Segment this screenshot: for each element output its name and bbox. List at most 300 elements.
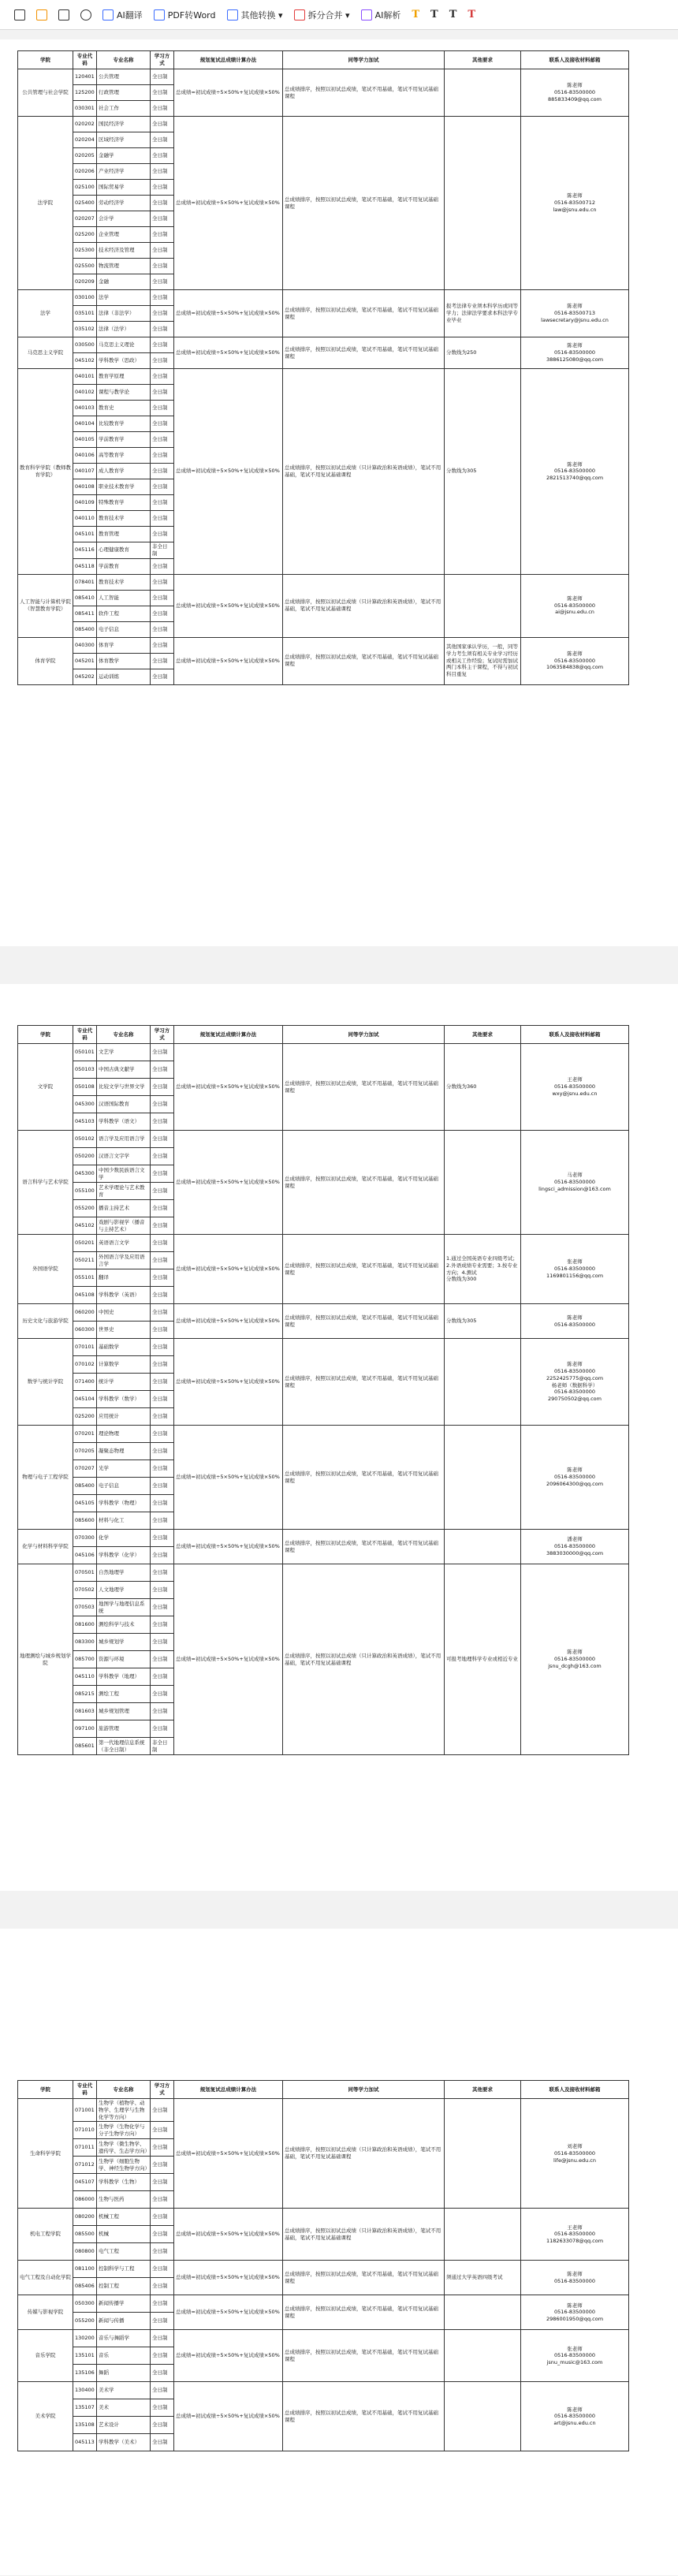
major-code: 025500	[73, 259, 97, 274]
major-code: 078401	[73, 574, 97, 590]
major-code: 085406	[73, 2278, 97, 2295]
major-code: 045118	[73, 558, 97, 574]
document-page	[0, 1929, 678, 2575]
study-mode: 全日制	[151, 1165, 174, 1183]
major-name: 心理健康教育	[97, 542, 151, 559]
major-code: 045300	[73, 1165, 97, 1183]
major-code: 045106	[73, 1547, 97, 1564]
major-name: 外国语言学及应用语言学	[97, 1252, 151, 1269]
major-name: 旅游管理	[97, 1720, 151, 1738]
major-name: 特殊教育学	[97, 495, 151, 511]
major-code: 080200	[73, 2209, 97, 2226]
college-name: 外国语学院	[18, 1235, 73, 1304]
other-requirements	[445, 1530, 521, 1564]
column-header: 学习方式	[151, 2081, 174, 2099]
major-name: 光学	[97, 1460, 151, 1478]
other-requirements	[445, 1426, 521, 1530]
table-row	[18, 69, 629, 85]
column-header: 其他要求	[445, 51, 521, 69]
study-mode: 全日制	[151, 637, 174, 653]
study-mode: 全日制	[151, 1582, 174, 1599]
major-code: 045108	[73, 1287, 97, 1304]
major-code: 045105	[73, 1495, 97, 1512]
study-mode: 全日制	[151, 574, 174, 590]
major-name: 学前教育学	[97, 432, 151, 448]
column-header: 同等学力加试	[283, 1026, 445, 1044]
contact-info: 王老师 0516-83500000 wxy@jsnu.edu.cn	[521, 1044, 629, 1131]
other-requirements: 分数线为305	[445, 1304, 521, 1339]
study-mode: 全日制	[151, 1252, 174, 1269]
highlighter-icon	[36, 9, 47, 21]
major-code: 045110	[73, 1668, 97, 1686]
table-row	[18, 2295, 629, 2313]
major-code: 045202	[73, 669, 97, 684]
column-header: 规划复试总成绩计算办法	[174, 1026, 283, 1044]
column-header: 联系人及接收材料邮箱	[521, 51, 629, 69]
major-code: 045113	[73, 2434, 97, 2451]
college-name: 体育学院	[18, 637, 73, 684]
major-code: 086000	[73, 2191, 97, 2209]
major-code: 070102	[73, 1356, 97, 1374]
major-name: 美术学	[97, 2382, 151, 2399]
study-mode: 全日制	[151, 1460, 174, 1478]
major-name: 机械工程	[97, 2209, 151, 2226]
score-formula: 总成绩=初试成绩÷5×50%+复试成绩×50%	[174, 2295, 283, 2330]
major-code: 030100	[73, 290, 97, 306]
major-name: 教育管理	[97, 527, 151, 542]
column-header: 专业代码	[73, 1026, 97, 1044]
major-name: 生物学（植物学、动物学、生理学与生物化学等方向）	[97, 2099, 151, 2122]
major-name: 第一代地理信息系统（非全日制）	[97, 1738, 151, 1755]
study-mode: 全日制	[151, 401, 174, 416]
major-code: 070205	[73, 1443, 97, 1460]
ai-icon	[361, 9, 372, 21]
major-name: 教育学原理	[97, 369, 151, 385]
study-mode: 全日制	[151, 2191, 174, 2209]
other-requirements: 报考法律专业须本科学历或同等学力；法律法学要求本科法学专业毕业	[445, 290, 521, 337]
ai-analyze[interactable]	[361, 9, 401, 21]
major-name: 法律（法学）	[97, 322, 151, 337]
study-mode: 全日制	[151, 164, 174, 180]
major-code: 020205	[73, 148, 97, 164]
other-requirements	[445, 2099, 521, 2209]
major-name: 艺术设计	[97, 2417, 151, 2434]
study-mode: 全日制	[151, 1061, 174, 1079]
comment-icon	[80, 9, 91, 21]
table-row	[18, 1044, 629, 1061]
major-name: 物流管理	[97, 259, 151, 274]
study-mode: 全日制	[151, 606, 174, 621]
study-mode: 全日制	[151, 1530, 174, 1547]
major-name: 控制科学与工程	[97, 2261, 151, 2278]
study-mode: 全日制	[151, 132, 174, 148]
major-name: 运动训练	[97, 669, 151, 684]
score-formula: 总成绩=初试成绩÷5×50%+复试成绩×50%	[174, 337, 283, 369]
major-code: 020202	[73, 117, 97, 132]
study-mode: 全日制	[151, 2099, 174, 2122]
table-row	[18, 1426, 629, 1443]
table-row	[18, 2330, 629, 2347]
major-name: 学前教育	[97, 558, 151, 574]
major-code: 080800	[73, 2243, 97, 2261]
college-name: 历史文化与旅游学院	[18, 1304, 73, 1339]
major-code: 060300	[73, 1322, 97, 1339]
major-name: 教育技术学	[97, 574, 151, 590]
major-code: 050103	[73, 1061, 97, 1079]
score-formula: 总成绩=初试成绩÷5×50%+复试成绩×50%	[174, 69, 283, 117]
table-row	[18, 1564, 629, 1582]
pdf-toolbar	[0, 0, 678, 30]
study-mode: 全日制	[151, 558, 174, 574]
study-mode: 全日制	[151, 448, 174, 464]
major-name: 学科教学（美术）	[97, 2434, 151, 2451]
study-mode: 全日制	[151, 1686, 174, 1703]
pdf-to-word-label: PDF转Word	[167, 9, 216, 21]
major-code: 120401	[73, 69, 97, 85]
major-code: 040103	[73, 401, 97, 416]
major-code: 060200	[73, 1304, 97, 1322]
split-merge-label: 拆分合并 ▾	[307, 9, 350, 21]
table-row	[18, 2209, 629, 2226]
other-requirements: 可报考地理科学专业或相近专业	[445, 1564, 521, 1755]
study-mode: 全日制	[151, 1512, 174, 1530]
study-mode: 全日制	[151, 227, 174, 243]
major-code: 085411	[73, 606, 97, 621]
major-code: 040106	[73, 448, 97, 464]
major-code: 040104	[73, 416, 97, 432]
table-row	[18, 1235, 629, 1252]
major-name: 社会工作	[97, 101, 151, 117]
equivalent-exam: 总成绩排序，按照以初试总成绩，笔试不用基础，笔试不用复试基础课程	[283, 1426, 445, 1530]
study-mode: 全日制	[151, 1703, 174, 1720]
college-name: 教育科学学院（教师教育学院）	[18, 369, 73, 575]
major-name: 学科教学（化学）	[97, 1547, 151, 1564]
major-code: 130400	[73, 2382, 97, 2399]
major-name: 电气工程	[97, 2243, 151, 2261]
major-name: 汉语言文字学	[97, 1148, 151, 1165]
score-formula: 总成绩=初试成绩÷5×50%+复试成绩×50%	[174, 637, 283, 684]
college-name: 文学院	[18, 1044, 73, 1131]
major-code: 085410	[73, 590, 97, 606]
other-requirements: 其他国家承认学历，一般，同等学力考生须有相关专业学习经历或相关工作经验；复试时需加试两门本科主干课程，不得与初试科目重复	[445, 637, 521, 684]
major-code: 045103	[73, 1113, 97, 1131]
admission-table	[17, 1025, 629, 1755]
study-mode: 全日制	[151, 1356, 174, 1374]
major-code: 025100	[73, 180, 97, 196]
major-code: 035101	[73, 306, 97, 322]
major-code: 040300	[73, 637, 97, 653]
note-tool[interactable]	[58, 9, 69, 21]
other-requirements: 分数线为250	[445, 337, 521, 369]
major-name: 职业技术教育学	[97, 479, 151, 495]
study-mode: 全日制	[151, 1217, 174, 1235]
study-mode: 全日制	[151, 274, 174, 290]
column-header: 学院	[18, 1026, 73, 1044]
study-mode: 全日制	[151, 2399, 174, 2417]
ai-translate-label: AI翻译	[117, 9, 143, 21]
text-tool-1[interactable]: T	[412, 9, 420, 21]
major-name: 技术经济及管理	[97, 243, 151, 259]
study-mode: 全日制	[151, 117, 174, 132]
major-code: 055101	[73, 1269, 97, 1287]
equivalent-exam: 总成绩排序，按照以初试总成绩，笔试不用基础，笔试不用复试基础课程	[283, 1339, 445, 1426]
major-name: 地图学与地理信息系统	[97, 1599, 151, 1616]
equivalent-exam: 总成绩排序，按照以初试总成绩（只计算政治和英语成绩），笔试不用基础，笔试不用复试基础课程	[283, 574, 445, 637]
major-code: 040107	[73, 464, 97, 479]
contact-info: 陈老师 0516-83500000 2986001950@qq.com	[521, 2295, 629, 2330]
table-row	[18, 574, 629, 590]
study-mode: 全日制	[151, 1668, 174, 1686]
major-code: 045201	[73, 653, 97, 669]
equivalent-exam: 总成绩排序，按照以初试总成绩，笔试不用基础，笔试不用复试基础课程	[283, 69, 445, 117]
study-mode: 全日制	[151, 2226, 174, 2243]
study-mode: 全日制	[151, 1547, 174, 1564]
major-code: 020209	[73, 274, 97, 290]
college-name: 地理测绘与城乡规划学院	[18, 1564, 73, 1755]
document-page	[0, 984, 678, 1891]
study-mode: 全日制	[151, 2330, 174, 2347]
major-name: 翻译	[97, 1269, 151, 1287]
pdf-to-word[interactable]	[154, 9, 216, 21]
major-code: 071400	[73, 1374, 97, 1391]
score-formula: 总成绩=初试成绩÷5×50%+复试成绩×50%	[174, 1564, 283, 1755]
study-mode: 全日制	[151, 2382, 174, 2399]
major-name: 材料与化工	[97, 1512, 151, 1530]
study-mode: 全日制	[151, 495, 174, 511]
major-name: 会计学	[97, 211, 151, 227]
major-name: 教育史	[97, 401, 151, 416]
major-name: 英语语言文学	[97, 1235, 151, 1252]
major-code: 071011	[73, 2139, 97, 2157]
study-mode: 非全日制	[151, 1738, 174, 1755]
equivalent-exam: 总成绩排序，按照以初试总成绩，笔试不用基础，笔试不用复试基础课程	[283, 2261, 445, 2295]
equivalent-exam: 总成绩排序，按照以初试总成绩，笔试不用基础，笔试不用复试基础课程	[283, 1304, 445, 1339]
college-name: 电气工程及自动化学院	[18, 2261, 73, 2295]
ai-translate[interactable]	[102, 9, 143, 21]
score-formula: 总成绩=初试成绩÷5×50%+复试成绩×50%	[174, 1530, 283, 1564]
score-formula: 总成绩=初试成绩÷5×50%+复试成绩×50%	[174, 2209, 283, 2261]
split-merge[interactable]	[294, 9, 350, 21]
contact-info: 张老师 0516-83500000 1169801156@qq.com	[521, 1235, 629, 1304]
study-mode: 全日制	[151, 290, 174, 306]
contact-info: 陈老师 0516-83500000 jsnu_dcgh@163.com	[521, 1564, 629, 1755]
table-row	[18, 1530, 629, 1547]
study-mode: 全日制	[151, 2174, 174, 2191]
college-name: 公共管理与社会学院	[18, 69, 73, 117]
major-code: 040105	[73, 432, 97, 448]
study-mode: 全日制	[151, 1599, 174, 1616]
major-name: 产业经济学	[97, 164, 151, 180]
column-header: 其他要求	[445, 2081, 521, 2099]
contact-info: 王老师 0516-83500000 1182633078@qq.com	[521, 2209, 629, 2261]
table-row	[18, 290, 629, 306]
text-tool-4[interactable]: T	[468, 9, 476, 21]
major-name: 艺术学理论与艺术教育	[97, 1183, 151, 1200]
major-code: 055200	[73, 2313, 97, 2330]
major-name: 测绘科学与技术	[97, 1616, 151, 1634]
column-header: 专业名称	[97, 2081, 151, 2099]
major-name: 劳动经济学	[97, 196, 151, 211]
other-requirements	[445, 1339, 521, 1426]
major-name: 理论物理	[97, 1426, 151, 1443]
scissors-icon	[14, 9, 25, 21]
major-name: 凝聚态物理	[97, 1443, 151, 1460]
major-code: 085601	[73, 1738, 97, 1755]
column-header: 专业代码	[73, 2081, 97, 2099]
study-mode: 全日制	[151, 1113, 174, 1131]
study-mode: 全日制	[151, 432, 174, 448]
study-mode: 全日制	[151, 369, 174, 385]
major-name: 生物学（微生物学、遗传学、生态学方向）	[97, 2139, 151, 2157]
major-name: 城乡规划管理	[97, 1703, 151, 1720]
major-code: 035102	[73, 322, 97, 337]
other-requirements: 须通过大学英语四级考试	[445, 2261, 521, 2295]
score-formula: 总成绩=初试成绩÷5×50%+复试成绩×50%	[174, 2261, 283, 2295]
study-mode: 全日制	[151, 2295, 174, 2313]
study-mode: 全日制	[151, 85, 174, 101]
contact-info: 陈老师 0516-83500000 ai@jsnu.edu.cn	[521, 574, 629, 637]
major-name: 化学	[97, 1530, 151, 1547]
major-name: 生物学（细胞生物学、神经生物学方向）	[97, 2157, 151, 2174]
study-mode: 全日制	[151, 196, 174, 211]
major-name: 城乡规划学	[97, 1634, 151, 1651]
major-code: 130200	[73, 2330, 97, 2347]
major-code: 050300	[73, 2295, 97, 2313]
major-name: 学科教学（地理）	[97, 1668, 151, 1686]
study-mode: 全日制	[151, 2347, 174, 2365]
major-code: 050200	[73, 1148, 97, 1165]
college-name: 传媒与影视学院	[18, 2295, 73, 2330]
major-name: 控制工程	[97, 2278, 151, 2295]
study-mode: 全日制	[151, 1096, 174, 1113]
major-name: 计算数学	[97, 1356, 151, 1374]
major-code: 055100	[73, 1183, 97, 1200]
contact-info: 陈老师 0516-83500712 law@jsnu.edu.cn	[521, 117, 629, 290]
column-header: 规划复试总成绩计算办法	[174, 2081, 283, 2099]
major-name: 测绘工程	[97, 1686, 151, 1703]
major-name: 汉语国际教育	[97, 1096, 151, 1113]
major-name: 国际贸易学	[97, 180, 151, 196]
major-name: 教育技术学	[97, 511, 151, 527]
major-name: 音乐与舞蹈学	[97, 2330, 151, 2347]
study-mode: 全日制	[151, 2313, 174, 2330]
major-name: 金融学	[97, 148, 151, 164]
convert-icon	[154, 9, 165, 21]
study-mode: 全日制	[151, 259, 174, 274]
equivalent-exam: 总成绩排序，按照以初试总成绩，笔试不用基础，笔试不用复试基础课程	[283, 2382, 445, 2451]
note-icon	[58, 9, 69, 21]
study-mode: 全日制	[151, 1651, 174, 1668]
other-requirements	[445, 574, 521, 637]
major-code: 085400	[73, 1478, 97, 1495]
major-code: 085700	[73, 1651, 97, 1668]
study-mode: 全日制	[151, 2139, 174, 2157]
major-code: 070201	[73, 1426, 97, 1443]
other-convert[interactable]	[227, 9, 283, 21]
score-formula: 总成绩=初试成绩÷5×50%+复试成绩×50%	[174, 1131, 283, 1235]
major-code: 045102	[73, 1217, 97, 1235]
equivalent-exam: 总成绩排序，按照以初试总成绩，笔试不用基础，笔试不用复试基础课程	[283, 1044, 445, 1131]
contact-info: 陈老师 0516-83500000	[521, 1304, 629, 1339]
major-code: 071012	[73, 2157, 97, 2174]
cut-tool[interactable]	[14, 9, 25, 21]
contact-info: 陈老师 0516-83500000 2821513740@qq.com	[521, 369, 629, 575]
score-formula: 总成绩=初试成绩÷5×50%+复试成绩×50%	[174, 2330, 283, 2382]
text-tool-2[interactable]: T	[430, 9, 438, 21]
contact-info: 陈老师 0516-83500000 2252425775@qq.com 杨老师（数据科学） 0516-83500000 290750502@qq.com	[521, 1339, 629, 1426]
major-name: 戏剧与影视学（播音与主持艺术）	[97, 1217, 151, 1235]
study-mode: 全日制	[151, 1478, 174, 1495]
column-header: 学院	[18, 2081, 73, 2099]
study-mode: 全日制	[151, 2365, 174, 2382]
major-code: 085400	[73, 621, 97, 637]
study-mode: 全日制	[151, 1235, 174, 1252]
major-name: 音乐	[97, 2347, 151, 2365]
major-code: 135107	[73, 2399, 97, 2417]
college-name: 生命科学学院	[18, 2099, 73, 2209]
college-name: 人工智能与计算机学院（智慧教育学院）	[18, 574, 73, 637]
major-name: 体育教学	[97, 653, 151, 669]
column-header: 规划复试总成绩计算办法	[174, 51, 283, 69]
admission-table	[17, 2080, 629, 2451]
document-page	[0, 39, 678, 946]
other-requirements: 1.通过全国英语专业四级考试；2.外语成绩专业需要；3.按专业方向；4.测试 分数线为300	[445, 1235, 521, 1304]
major-name: 人文地理学	[97, 1582, 151, 1599]
study-mode: 全日制	[151, 1426, 174, 1443]
college-name: 音乐学院	[18, 2330, 73, 2382]
study-mode: 全日制	[151, 148, 174, 164]
contact-info: 陈老师 0516-83500000 art@jsnu.edu.cn	[521, 2382, 629, 2451]
table-row	[18, 1304, 629, 1322]
major-name: 机械	[97, 2226, 151, 2243]
study-mode: 全日制	[151, 1131, 174, 1148]
major-name: 马克思主义理论	[97, 337, 151, 353]
major-name: 资源与环境	[97, 1651, 151, 1668]
major-name: 学科教学（生物）	[97, 2174, 151, 2191]
major-name: 播音主持艺术	[97, 1200, 151, 1217]
other-requirements	[445, 2330, 521, 2382]
major-name: 行政管理	[97, 85, 151, 101]
equivalent-exam: 总成绩排序，按照以初试总成绩，笔试不用基础，笔试不用复试基础课程	[283, 290, 445, 337]
study-mode: 全日制	[151, 243, 174, 259]
equivalent-exam: 总成绩排序，按照以初试总成绩（只计算政治和英语成绩），笔试不用基础，笔试不用复试基础课程	[283, 369, 445, 575]
score-formula: 总成绩=初试成绩÷5×50%+复试成绩×50%	[174, 1235, 283, 1304]
contact-info: 陈老师 0516-83500000 3886125080@qq.com	[521, 337, 629, 369]
comment-tool[interactable]	[80, 9, 91, 21]
column-header: 专业名称	[97, 51, 151, 69]
study-mode: 全日制	[151, 1339, 174, 1356]
score-formula: 总成绩=初试成绩÷5×50%+复试成绩×50%	[174, 1426, 283, 1530]
study-mode: 全日制	[151, 306, 174, 322]
major-name: 法学	[97, 290, 151, 306]
major-name: 学科教学（思政）	[97, 353, 151, 369]
table-row	[18, 1131, 629, 1148]
study-mode: 全日制	[151, 1443, 174, 1460]
college-name: 化学与材料科学学院	[18, 1530, 73, 1564]
text-tool-3[interactable]: T	[449, 9, 457, 21]
major-name: 学科教学（物理）	[97, 1495, 151, 1512]
major-code: 081600	[73, 1616, 97, 1634]
highlight-tool[interactable]	[36, 9, 47, 21]
major-name: 区域经济学	[97, 132, 151, 148]
study-mode: 全日制	[151, 1079, 174, 1096]
study-mode: 全日制	[151, 1495, 174, 1512]
study-mode: 全日制	[151, 527, 174, 542]
major-code: 040102	[73, 385, 97, 401]
major-code: 030301	[73, 101, 97, 117]
study-mode: 全日制	[151, 2157, 174, 2174]
major-code: 070207	[73, 1460, 97, 1478]
